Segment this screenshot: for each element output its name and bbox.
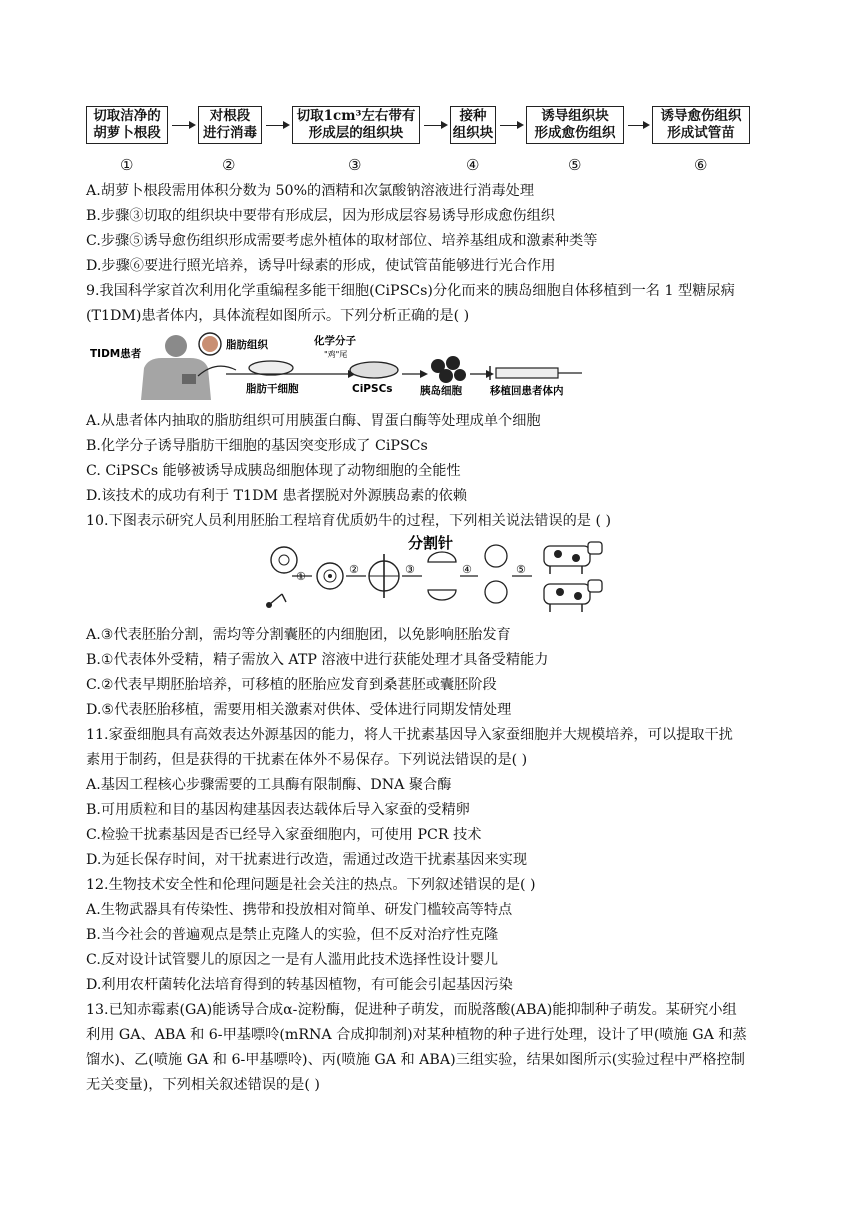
q11-option-a: A.基因工程核心步骤需要的工具酶有限制酶、DNA 聚合酶 — [86, 777, 452, 793]
flow-step-text: 进行消毒 — [203, 125, 257, 141]
flow-step-text: 诱导组织块 — [541, 108, 609, 124]
q11-option-b: B.可用质粒和目的基因构建基因表达载体后导入家蚕的受精卵 — [86, 802, 470, 818]
stem-cell-figure — [86, 330, 626, 402]
q13-stem: 馏水)、乙(喷施 GA 和 6-甲基嘌呤)、丙(喷施 GA 和 ABA)三组实验，结果如图所示(实验过程中严格控制 — [86, 1052, 745, 1068]
sperm-icon — [270, 594, 286, 604]
half-embryo-icon — [428, 552, 456, 562]
q9-option-c: C. CiPSCs 能够被诱导成胰岛细胞体现了动物细胞的全能性 — [86, 463, 461, 479]
q11-stem: 11.家蚕细胞具有高效表达外源基因的能力，将人干扰素基因导入家蚕细胞并大规模培养，可以提取干扰 — [86, 727, 733, 743]
q8-option-b: B.步骤③切取的组织块中要带有形成层，因为形成层容易诱导形成愈伤组织 — [86, 208, 555, 224]
flow-step-2 — [198, 106, 262, 144]
step-number: ③ — [348, 156, 362, 174]
q10-option-c: C.②代表早期胚胎培养，可移植的胚胎应发育到桑葚胚或囊胚阶段 — [86, 677, 497, 693]
q12-option-b: B.当今社会的普遍观点是禁止克隆人的实验，但不反对治疗性克隆 — [86, 927, 499, 943]
flow-step-4 — [450, 106, 496, 144]
step-number: ④ — [462, 563, 472, 576]
arrow-icon — [266, 125, 288, 126]
flow-step-text: 接种 — [459, 108, 487, 124]
q10-option-d: D.⑤代表胚胎移植，需要用相关激素对供体、受体进行同期发情处理 — [86, 702, 512, 718]
flow-step-text: 形成试管苗 — [667, 125, 735, 141]
q11-option-d: D.为延长保存时间，对干扰素进行改造，需通过改造干扰素基因来实现 — [86, 852, 528, 868]
q9-option-b: B.化学分子诱导脂肪干细胞的基因突变形成了 CiPSCs — [86, 438, 428, 454]
dish-icon — [249, 361, 293, 375]
fat-stem-cell-label: 脂肪干细胞 — [246, 383, 299, 395]
arrow-icon — [424, 125, 446, 126]
step-number: ② — [349, 563, 359, 576]
q9-option-d: D.该技术的成功有利于 T1DM 患者摆脱对外源胰岛素的依赖 — [86, 488, 467, 504]
q10-option-b: B.①代表体外受精，精子需放入 ATP 溶液中进行获能处理才具备受精能力 — [86, 652, 549, 668]
q12-stem: 12.生物技术安全性和伦理问题是社会关注的热点。下列叙述错误的是( ) — [86, 877, 536, 893]
q12-option-d: D.利用农杆菌转化法培育得到的转基因植物，有可能会引起基因污染 — [86, 977, 513, 993]
q13-stem: 利用 GA、ABA 和 6-甲基嘌呤(mRNA 合成抑制剂)对某种植物的种子进行处理，设计了甲(喷施 GA 和蒸 — [86, 1027, 747, 1043]
q11-stem: 素用于制药，但是获得的干扰素在体外不易保存。下列说法错误的是( ) — [86, 752, 528, 768]
arrow-icon — [500, 125, 522, 126]
q9-stem: 9.我国科学家首次利用化学重编程多能干细胞(CiPSCs)分化而来的胰岛细胞自体移植到一名 1 型糖尿病 — [86, 283, 735, 299]
arrow-icon — [628, 125, 648, 126]
cow-icon — [544, 580, 602, 612]
tissue-culture-flowchart — [86, 106, 786, 176]
q12-option-a: A.生物武器具有传染性、携带和投放相对简单、研发门槛较高等特点 — [86, 902, 513, 918]
embryo-figure — [262, 532, 612, 614]
arrow-icon — [420, 370, 428, 378]
flow-step-text: 组织块 — [452, 125, 494, 141]
dish-icon — [350, 362, 398, 378]
islet-cells-icon — [431, 356, 466, 383]
flow-step-6 — [652, 106, 750, 144]
fat-tissue-label: 脂肪组织 — [226, 339, 268, 351]
q9-option-a: A.从患者体内抽取的脂肪组织可用胰蛋白酶、胃蛋白酶等处理成单个细胞 — [86, 413, 541, 429]
flow-step-text: 切取1cm³左右带有 — [296, 108, 416, 124]
step-number: ⑤ — [568, 156, 582, 174]
flow-step-1 — [86, 106, 168, 144]
q13-stem: 13.已知赤霉素(GA)能诱导合成α-淀粉酶，促进种子萌发，而脱落酸(ABA)能抑制种子萌发。某研究小组 — [86, 1002, 737, 1018]
q8-option-d: D.步骤⑥要进行照光培养，诱导叶绿素的形成，使试管苗能够进行光合作用 — [86, 258, 556, 274]
transplant-label: 移植回患者体内 — [490, 385, 564, 397]
step-number: ① — [296, 570, 306, 583]
flow-step-3 — [292, 106, 420, 144]
patient-label: TIDM患者 — [90, 348, 142, 360]
step-number: ② — [222, 156, 236, 174]
step-number: ④ — [466, 156, 480, 174]
q10-option-a: A.③代表胚胎分割，需均等分割囊胚的内细胞团，以免影响胚胎发育 — [86, 627, 511, 643]
chemical-label: 化学分子 — [314, 335, 356, 347]
q8-option-c: C.步骤⑤诱导愈伤组织形成需要考虑外植体的取材部位、培养基组成和激素种类等 — [86, 233, 598, 249]
step-number: ⑥ — [694, 156, 708, 174]
q8-option-a: A.胡萝卜根段需用体积分数为 50%的酒精和次氯酸钠溶液进行消毒处理 — [86, 183, 535, 199]
needle-label: 分割针 — [408, 534, 454, 552]
q10-stem: 10.下图表示研究人员利用胚胎工程培育优质奶牛的过程，下列相关说法错误的是 ( ) — [86, 513, 612, 529]
cow-icon — [544, 542, 602, 574]
flow-step-text: 形成层的组织块 — [308, 125, 404, 141]
syringe-icon — [490, 366, 582, 380]
step-number: ⑤ — [516, 563, 526, 576]
q12-option-c: C.反对设计试管婴儿的原因之一是有人滥用此技术选择性设计婴儿 — [86, 952, 499, 968]
sperm-icon — [266, 602, 272, 608]
flow-step-text: 对根段 — [209, 108, 251, 124]
flow-step-text: 切取洁净的 — [93, 108, 161, 124]
embryo-icon — [485, 581, 507, 603]
step-number: ① — [120, 156, 134, 174]
islet-cell-label: 胰岛细胞 — [420, 385, 462, 397]
q13-stem: 无关变量)，下列相关叙述错误的是( ) — [86, 1077, 320, 1093]
step-number: ③ — [405, 563, 415, 576]
zygote-icon — [328, 574, 332, 578]
q11-option-c: C.检验干扰素基因是否已经导入家蚕细胞内，可使用 PCR 技术 — [86, 827, 482, 843]
cipscs-label: CiPSCs — [352, 383, 393, 395]
q9-stem: (T1DM)患者体内，具体流程如图所示。下列分析正确的是( ) — [86, 308, 470, 324]
flow-step-text: 胡萝卜根段 — [93, 125, 161, 141]
fat-tissue-icon — [202, 336, 218, 352]
flow-step-text: 诱导愈伤组织 — [660, 108, 742, 124]
egg-icon — [279, 555, 289, 565]
arrow-icon — [172, 125, 194, 126]
cocktail-label: "鸡"尾 — [324, 350, 348, 359]
embryo-icon — [485, 545, 507, 567]
flow-step-5 — [526, 106, 624, 144]
flow-step-text: 形成愈伤组织 — [534, 125, 616, 141]
half-embryo-icon — [428, 590, 456, 600]
